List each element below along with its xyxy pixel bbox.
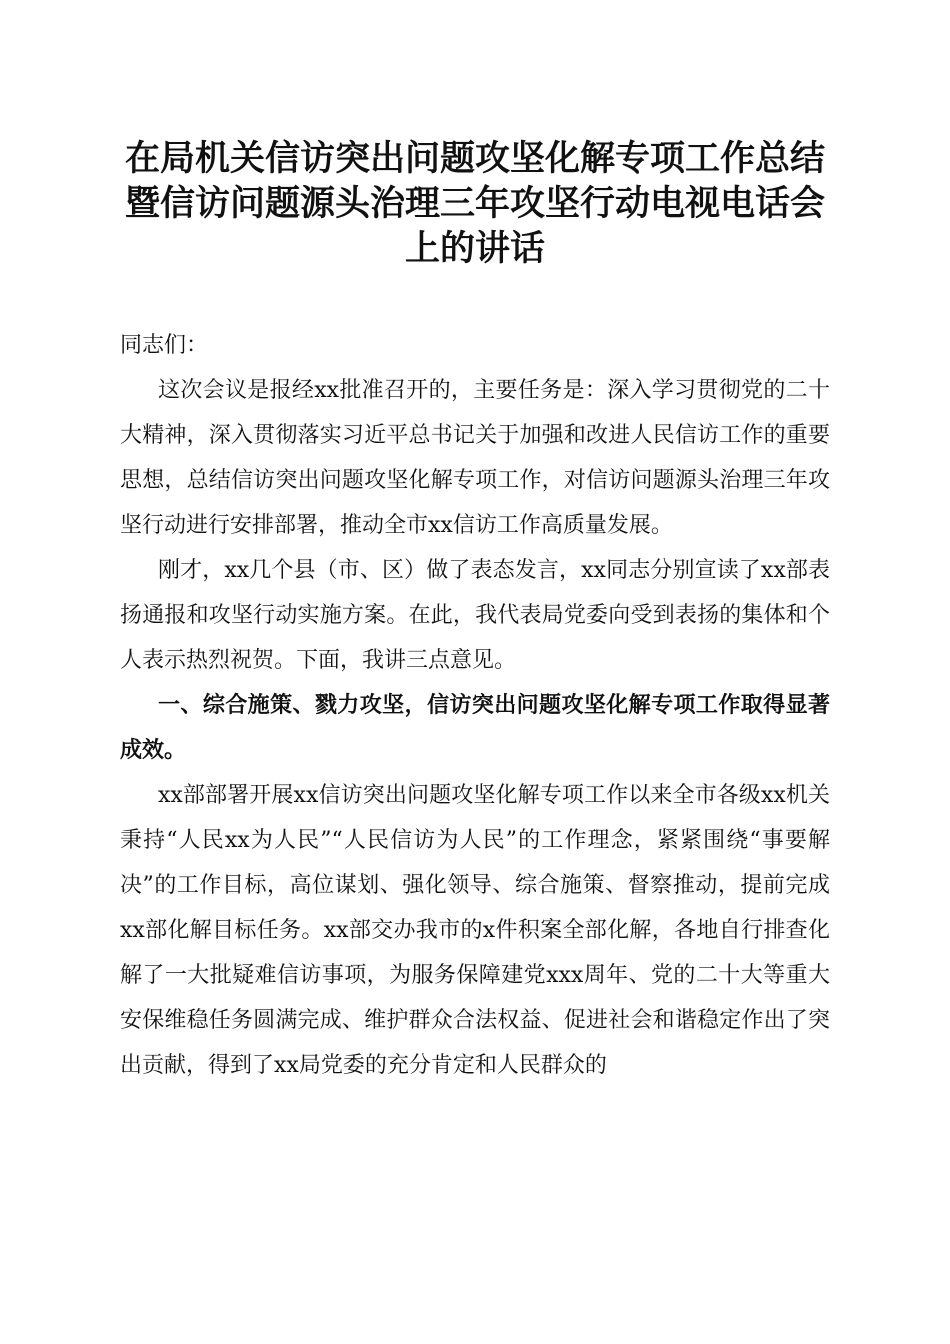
salutation: 同志们： (120, 333, 209, 358)
document-body (120, 323, 830, 1088)
title-line-1: 在局机关信访突出问题攻坚化解专项工作总结 (124, 138, 825, 179)
title-line-2: 暨信访问题源头治理三年攻坚行动电视电话会 (124, 183, 825, 224)
document-title (110, 136, 840, 271)
section-heading-1: 一、综合施策、戮力攻坚，信访突出问题攻坚化解专项工作取得显著成效。 (120, 693, 830, 763)
paragraph-speeches: 刚才，xx几个县（市、区）做了表态发言，xx同志分别宣读了xx部表扬通报和攻坚行动实施方案。在此，我代表局党委向受到表扬的集体和个人表示热烈祝贺。下面，我讲三点意见。 (120, 558, 830, 673)
title-line-3: 上的讲话 (404, 228, 545, 269)
paragraph-section-1: xx部部署开展xx信访突出问题攻坚化解专项工作以来全市各级xx机关秉持“人民xx为人民”“人民信访为人民”的工作理念，紧紧围绕“事要解决”的工作目标，高位谋划、强化领导、综合施策、督察推动，提前完成xx部化解目标任务。xx部交办我市的x件积案全部化解，各地自行排查化解了一大批疑难信访事项，为服务保障建党xxx周年、党的二十大等重大安保维稳任务圆满完成、维护群众合法权益、促进社会和谐稳定作出了突出贡献，得到了xx局党委的充分肯定和人民群众的 (120, 783, 830, 1078)
paragraph-intro: 这次会议是报经xx批准召开的，主要任务是：深入学习贯彻党的二十大精神，深入贯彻落实习近平总书记关于加强和改进人民信访工作的重要思想，总结信访突出问题攻坚化解专项工作，对信访问题源头治理三年攻坚行动进行安排部署，推动全市xx信访工作高质量发展。 (120, 378, 830, 538)
